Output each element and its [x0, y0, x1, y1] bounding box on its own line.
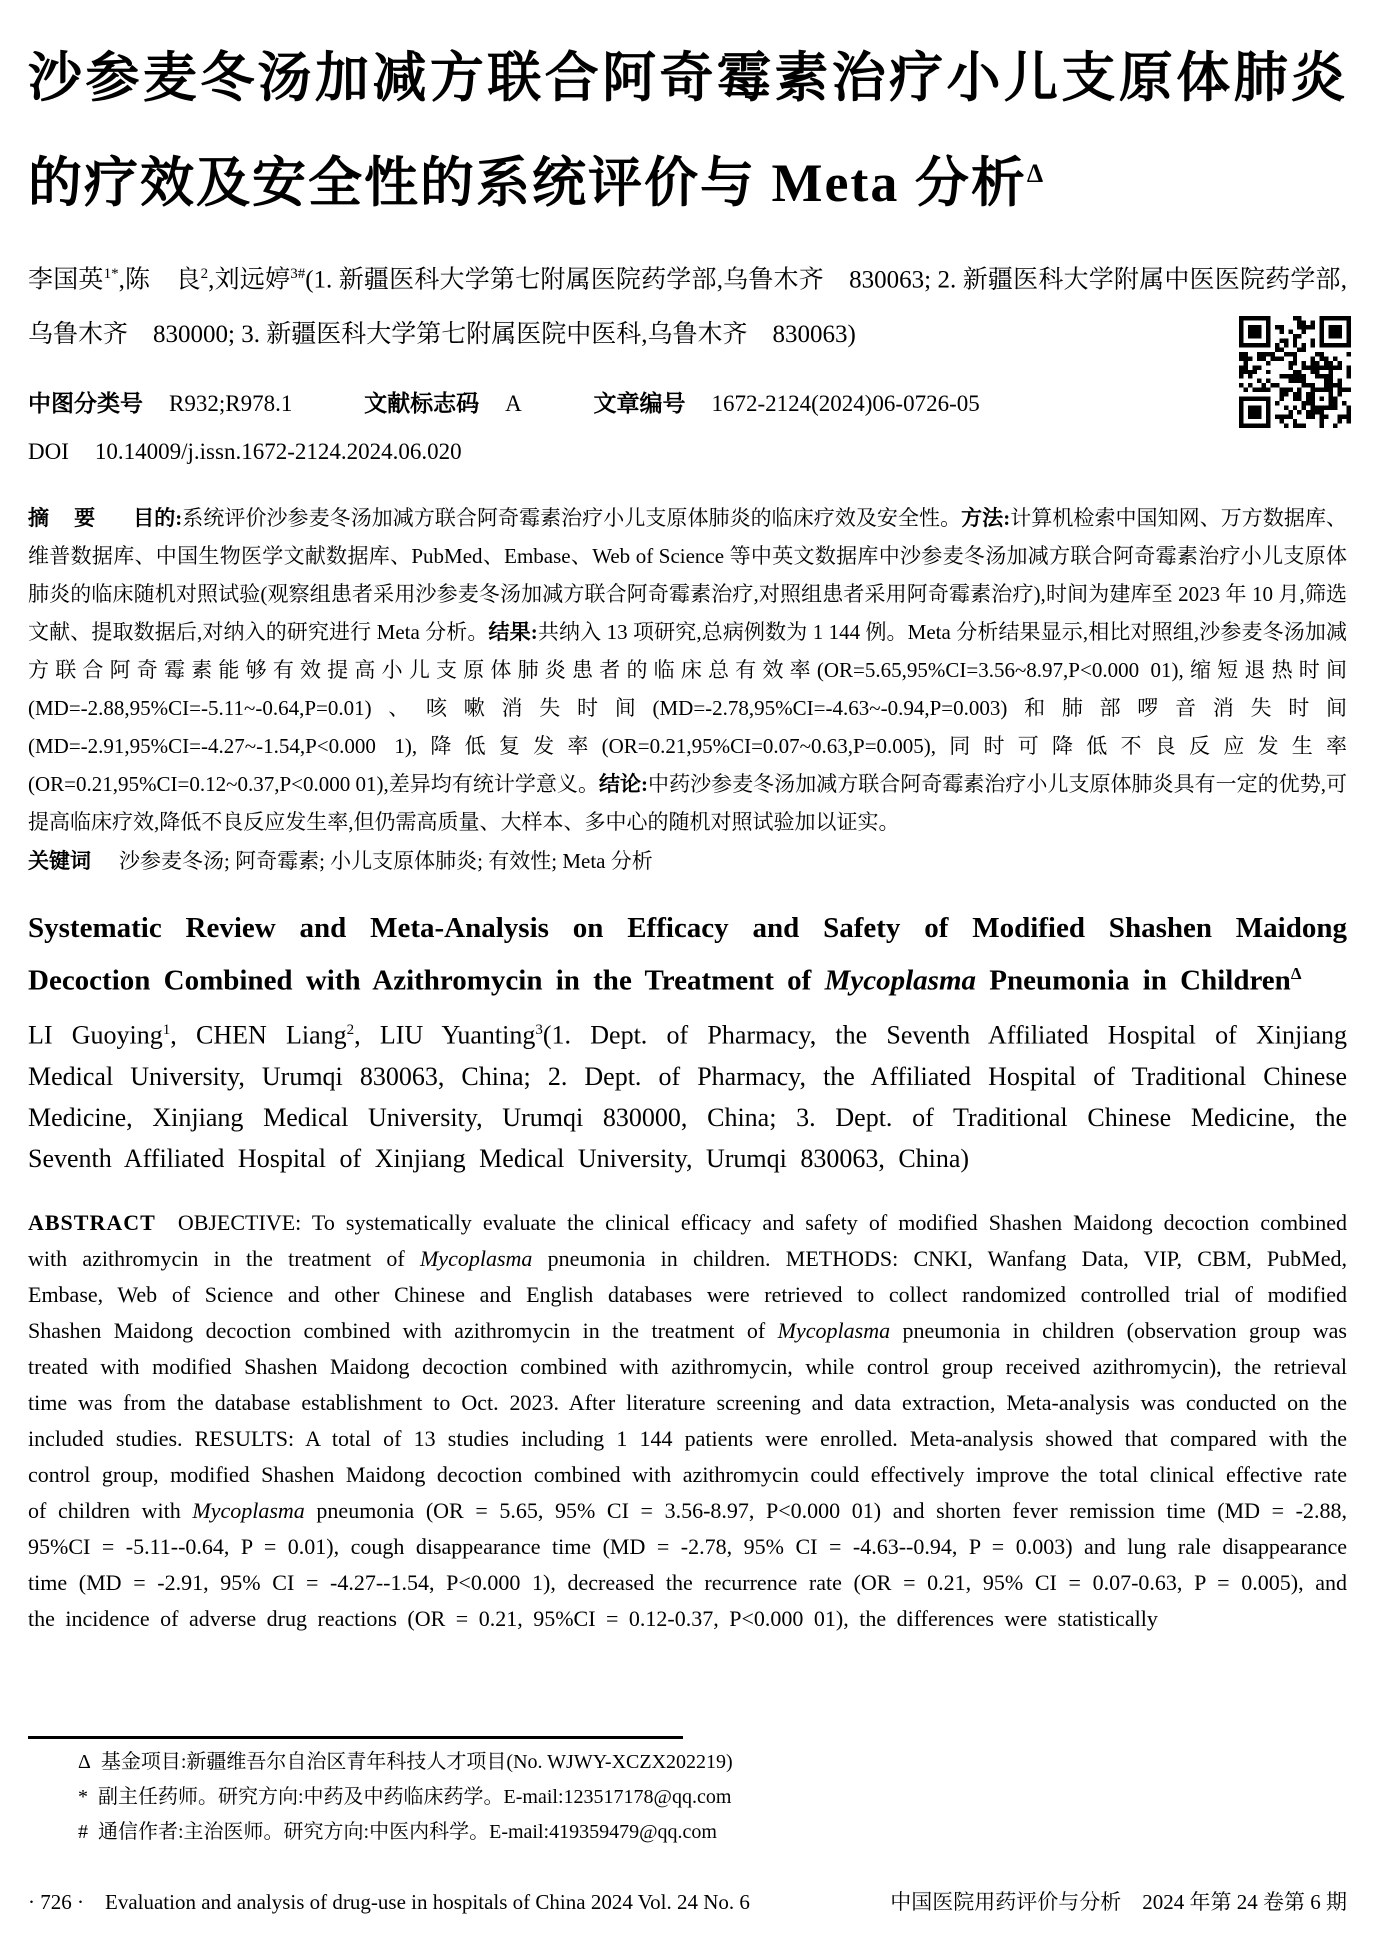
meta-row-1: [28, 387, 1347, 421]
affiliations-cn: (1. 新疆医科大学第七附属医院药学部,乌鲁木齐 830063; 2. 新疆医科大学附属中医医院药学部,乌鲁木齐 830000; 3. 新疆医科大学第七附属医院中医科,乌鲁木齐 830063): [28, 266, 1347, 349]
footnote-fund-text: 基金项目:新疆维吾尔自治区青年科技人才项目(No. WJWY-XCZX202219): [100, 1751, 733, 1773]
abstract-en-seg-5-mycoplasma: Mycoplasma: [192, 1497, 305, 1523]
meta-row-doi: [28, 435, 1347, 469]
author-en-2: , CHEN Liang: [170, 1020, 347, 1050]
doc-code-group: [364, 391, 522, 416]
abstract-cn-conclusion-label: 结论:: [598, 772, 649, 797]
article-id-label: 文章编号: [593, 391, 686, 417]
author-cn-3-sup: 3#: [290, 266, 306, 282]
footnote-first-author: [28, 1785, 1347, 1809]
abstract-en-seg-4: pneumonia in children (observation group was treated with modified Shashen Maidong decoction combined with azithromycin, while control group received azithromycin), the retrieval time was from the database establishment to Oct. 2023. After literature screening and data extraction, Meta-analysis was conducted on the included studies. RESULTS: A total of 13 studies including 1 144 patients were enrolled. Meta-analysis showed that compared with the control group, modified Shashen Maidong decoction combined with azithromycin could effectively improve the total clinical effective rate of children with: [28, 1317, 1347, 1523]
footnote-fund: [28, 1750, 1347, 1774]
abstract-en-seg-2: pneumonia in children. METHODS: CNKI, Wanfang Data, VIP, CBM, PubMed, Embase, Web of Science and other Chinese and English databases were retrieved to collect randomized controlled trial of modified Shashen Maidong decoction combined with azithromycin in the treatment of: [28, 1245, 1347, 1343]
qr-code-icon: [1239, 316, 1351, 428]
author-cn-3: ,刘远婷: [208, 266, 291, 294]
doc-code-value: A: [505, 391, 522, 417]
footnote-corresponding-author-marker: #: [78, 1821, 88, 1843]
clc-label: 中图分类号: [28, 391, 143, 417]
title-en-pre: Systematic Review and Meta-Analysis on Efficacy and Safety of Modified Shashen Maidong Decoction Combined with Azithromycin in the Treatment of: [28, 912, 1347, 997]
author-en-3: , LIU Yuanting: [354, 1020, 536, 1050]
title-en-footnote-mark: Δ: [1290, 964, 1302, 984]
article-title-en: [28, 905, 1347, 1004]
abstract-cn-methods-label: 方法:: [961, 506, 1011, 531]
abstract-cn: [28, 499, 1347, 841]
abstract-en-seg-6: pneumonia (OR = 5.65, 95% CI = 3.56-8.97, P<0.000 01) and shorten fever remission time (MD = -2.88, 95%CI = -5.11--0.64, P = 0.01), cough disappearance time (MD = -2.78, 95% CI = -4.63--0.94, P = 0.003) and lung rale disappearance time (MD = -2.91, 95% CI = -4.27--1.54, P<0.000 1), decreased the recurrence rate (OR = 0.21, 95% CI = 0.07-0.63, P = 0.005), and the incidence of adverse drug reactions (OR = 0.21, 95%CI = 0.12-0.37, P<0.000 01), the differences were statistically: [28, 1497, 1347, 1631]
doc-code-label: 文献标志码: [364, 391, 480, 417]
author-en-3-sup: 3: [535, 1021, 543, 1038]
abstract-cn-label: 摘 要: [28, 506, 98, 531]
abstract-en-seg-0: OBJECTIVE: To systematically evaluate the clinical efficacy and safety of modified Shashen Maidong decoction combined with azithromycin in the treatment of: [28, 1209, 1347, 1271]
author-cn-1: 李国英: [28, 266, 104, 294]
author-cn-1-sup: 1*: [103, 266, 119, 282]
footnote-divider: [28, 1736, 683, 1739]
author-en-1-sup: 1: [162, 1021, 171, 1038]
abstract-cn-objective-label: 目的:: [133, 506, 183, 531]
page-footer: [28, 1886, 1347, 1926]
author-en-1: LI Guoying: [28, 1020, 163, 1050]
article-id-value: 1672-2124(2024)06-0726-05: [711, 391, 980, 417]
keywords-cn-label: 关键词: [28, 849, 91, 874]
clc-value: R932;R978.1: [169, 391, 293, 417]
article-meta: [28, 387, 1347, 469]
footnote-fund-marker: Δ: [78, 1751, 91, 1773]
abstract-cn-conclusion-text: 中药沙参麦冬汤加减方联合阿奇霉素治疗小儿支原体肺炎具有一定的优势,可提高临床疗效,降低不良反应发生率,但仍需高质量、大样本、多中心的随机对照试验加以证实。: [28, 772, 1347, 835]
abstract-cn-methods-text: 计算机检索中国知网、万方数据库、维普数据库、中国生物医学文献数据库、PubMed、Embase、Web of Science 等中英文数据库中沙参麦冬汤加减方联合阿奇霉素治疗小儿支原体肺炎的临床随机对照试验(观察组患者采用沙参麦冬汤加减方联合阿奇霉素治疗,对照组患者采用阿奇霉素治疗),时间为建库至 2023 年 10 月,筛选文献、提取数据后,对纳入的研究进行 Meta 分析。: [28, 506, 1348, 645]
keywords-cn: [28, 841, 1347, 881]
article-title-cn: [28, 30, 1347, 231]
abstract-cn-results-text: 共纳入 13 项研究,总病例数为 1 144 例。Meta 分析结果显示,相比对照组,沙参麦冬汤加减方联合阿奇霉素能够有效提高小儿支原体肺炎患者的临床总有效率(OR=5.65,95%CI=3.56~8.97,P<0.000 01),缩短退热时间(MD=-2.88,95%CI=-5.11~-0.64,P=0.01)、咳嗽消失时间(MD=-2.78,95%CI=-4.63~-0.94,P=0.003)和肺部啰音消失时间(MD=-2.91,95%CI=-4.27~-1.54,P<0.000 1),降低复发率(OR=0.21,95%CI=0.07~0.63,P=0.005),同时可降低不良反应发生率(OR=0.21,95%CI=0.12~0.37,P<0.000 01),差异均有统计学意义。: [28, 620, 1347, 797]
article-title-cn-footnote-mark: Δ: [1026, 159, 1046, 188]
abstract-en-seg-3-mycoplasma: Mycoplasma: [777, 1317, 891, 1343]
title-en-italic: Mycoplasma: [824, 964, 977, 997]
author-en-2-sup: 2: [346, 1021, 355, 1038]
article-title-cn-text: 沙参麦冬汤加减方联合阿奇霉素治疗小儿支原体肺炎的疗效及安全性的系统评价与 Meta 分析: [28, 48, 1347, 213]
article-id-group: [593, 391, 979, 416]
clc-group: [28, 391, 292, 416]
title-en-post: Pneumonia in Children: [976, 964, 1291, 997]
footnote-corresponding-author: [28, 1820, 1347, 1844]
author-cn-2-sup: 2: [200, 266, 209, 282]
abstract-en-seg-1-mycoplasma: Mycoplasma: [419, 1245, 533, 1271]
affiliations-en: (1. Dept. of Pharmacy, the Seventh Affiliated Hospital of Xinjiang Medical University, Urumqi 830063, China; 2. Dept. of Pharmacy, the Affiliated Hospital of Traditional Chinese Medicine, Xinjiang Medical University, Urumqi 830000, China; 3. Dept. of Traditional Chinese Medicine, the Seventh Affiliated Hospital of Xinjiang Medical University, Urumqi 830063, China): [28, 1020, 1348, 1173]
doi-value: 10.14009/j.issn.1672-2124.2024.06.020: [94, 439, 462, 465]
footer-left-journal-en: · 726 · Evaluation and analysis of drug-use in hospitals of China 2024 Vol. 24 No. 6: [28, 1890, 750, 1914]
keywords-cn-text: 沙参麦冬汤; 阿奇霉素; 小儿支原体肺炎; 有效性; Meta 分析: [119, 849, 653, 874]
authors-cn: [28, 247, 1347, 362]
abstract-en-label: ABSTRACT: [28, 1209, 156, 1235]
abstract-en: [28, 1205, 1347, 1637]
authors-en: [28, 1010, 1347, 1179]
footnotes-block: [28, 1736, 1347, 1886]
footnote-first-author-text: 副主任药师。研究方向:中药及中药临床药学。E-mail:123517178@qq.com: [98, 1786, 732, 1808]
footnote-first-author-marker: *: [78, 1786, 88, 1808]
abstract-cn-objective-text: 系统评价沙参麦冬汤加减方联合阿奇霉素治疗小儿支原体肺炎的临床疗效及安全性。: [182, 506, 962, 531]
footer-right-journal-cn: 中国医院用药评价与分析 2024 年第 24 卷第 6 期: [890, 1890, 1347, 1914]
doi-label: DOI: [28, 439, 69, 465]
author-cn-2: ,陈 良: [118, 266, 201, 294]
footnote-corresponding-author-text: 通信作者:主治医师。研究方向:中医内科学。E-mail:419359479@qq.com: [98, 1821, 717, 1843]
abstract-cn-results-label: 结果:: [488, 620, 538, 645]
